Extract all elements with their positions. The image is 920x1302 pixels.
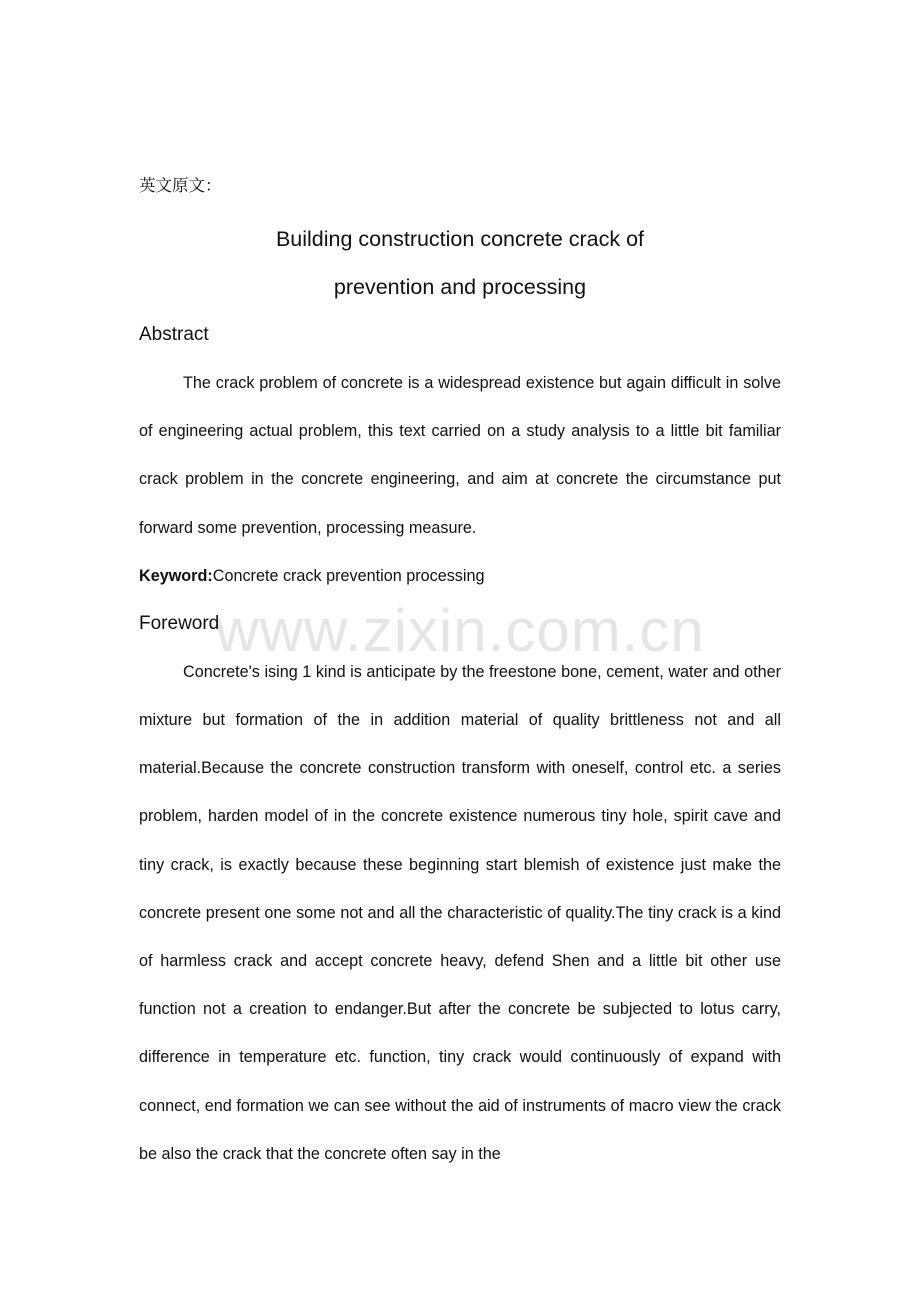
title-line-1: Building construction concrete crack of [275, 227, 645, 251]
abstract-paragraph: The crack problem of concrete is a widespread existence but again difficult in solve of engineering actual problem, this text carried on a study analysis to a little bit familiar crack problem in the concrete engineering, and aim at concrete the circumstance put forward some prevention, processing measure. [139, 374, 781, 537]
document-content [139, 170, 781, 1178]
abstract-heading: Abstract [139, 324, 209, 345]
keyword-line [139, 552, 781, 600]
keyword-text: Concrete crack prevention processing [212, 566, 485, 585]
watermark: www.zixin.com.cn [215, 597, 705, 664]
keyword-label: Keyword: [139, 566, 213, 585]
foreword-heading: Foreword [139, 612, 220, 634]
foreword-paragraph: Concrete's ising 1 kind is anticipate by the freestone bone, cement, water and other mixture but formation of the in addition material of quality brittleness not and all material.Because the concrete construction transform with oneself, control etc. a series problem, harden model of in the concrete existence numerous tiny hole, spirit cave and tiny crack, is exactly because these beginning start blemish of existence just make the concrete present one some not and all the characteristic of quality.The tiny crack is a kind of harmless crack and accept concrete heavy, defend Shen and a little bit other use function not a creation to endanger.But after the concrete be subjected to lotus carry, difference in temperature etc. function, tiny crack would continuously of expand with connect, end formation we can see without the aid of instruments of macro view the crack be also the crack that the concrete often say in the [139, 662, 781, 1163]
original-text-label: 英文原文： [139, 176, 222, 195]
title-line-2: prevention and processing [333, 275, 587, 299]
